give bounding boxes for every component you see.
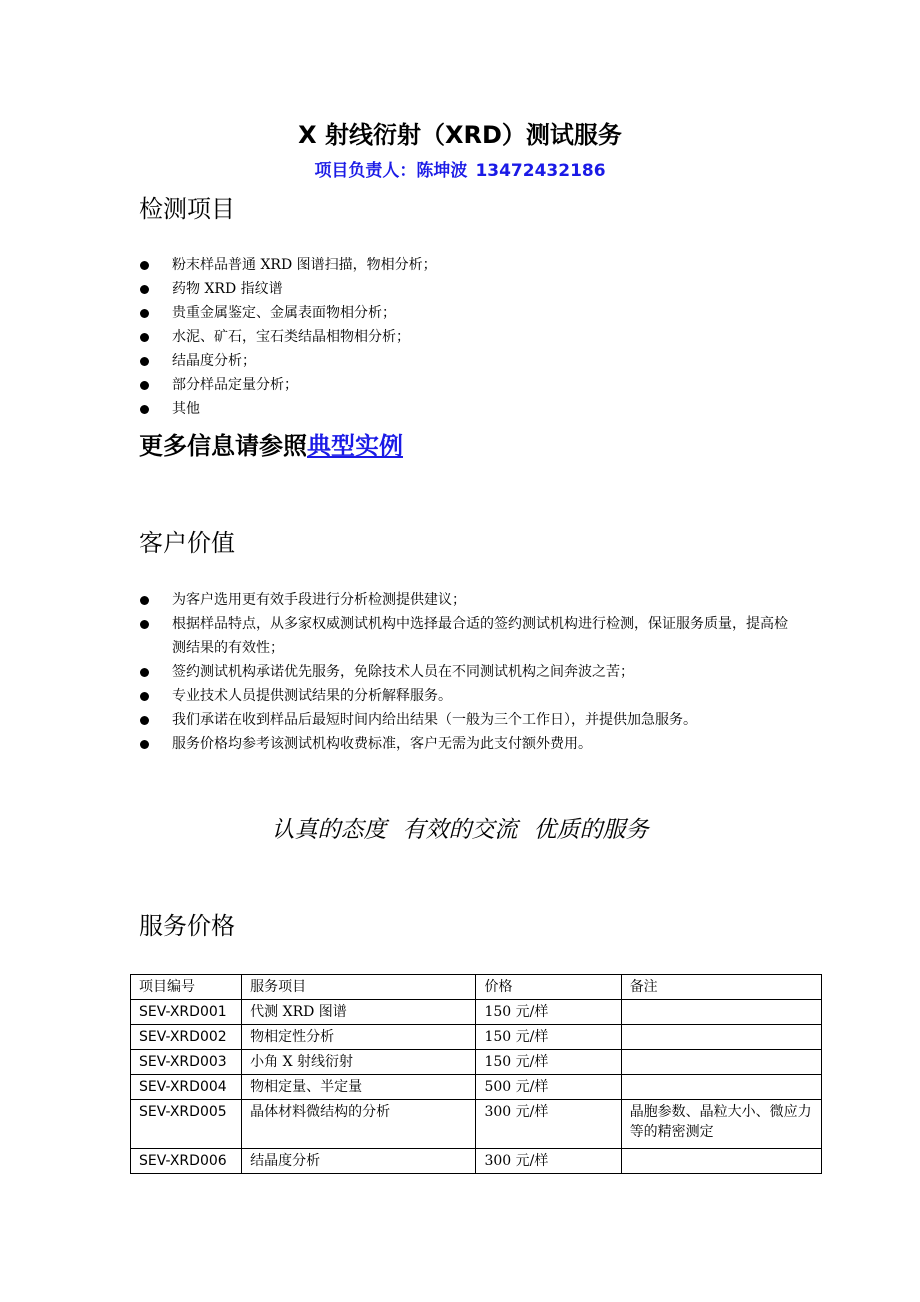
item-note	[621, 1025, 821, 1050]
heading-service-price: 服务价格	[139, 912, 235, 940]
contact-label: 项目负责人：陈坤波	[314, 161, 468, 181]
list-item: 药物 XRD 指纹谱	[139, 277, 799, 301]
list-item: 水泥、矿石，宝石类结晶相物相分析；	[139, 325, 799, 349]
item-code: SEV-XRD004	[131, 1075, 242, 1100]
slogan-part: 优质的服务	[533, 817, 649, 843]
item-note	[621, 1149, 821, 1174]
slogan-part: 有效的交流	[402, 817, 518, 843]
list-item: 结晶度分析；	[139, 349, 799, 373]
table-row	[131, 1000, 822, 1025]
heading-test-items: 检测项目	[139, 195, 235, 223]
item-price: 150 元/样	[476, 1000, 621, 1025]
contact-line	[0, 159, 920, 183]
list-item: 签约测试机构承诺优先服务，免除技术人员在不同测试机构之间奔波之苦；	[139, 660, 799, 684]
more-info-text: 更多信息请参照	[139, 432, 307, 460]
customer-value-list	[139, 588, 799, 756]
list-item: 服务价格均参考该测试机构收费标准，客户无需为此支付额外费用。	[139, 732, 799, 756]
item-note	[621, 1000, 821, 1025]
page-title: X 射线衍射（XRD）测试服务	[298, 121, 622, 149]
list-item: 贵重金属鉴定、金属表面物相分析；	[139, 301, 799, 325]
item-service: 代测 XRD 图谱	[242, 1000, 476, 1025]
price-table	[130, 974, 822, 1174]
table-row	[131, 1075, 822, 1100]
item-code: SEV-XRD006	[131, 1149, 242, 1174]
header-cell: 价格	[476, 975, 621, 1000]
table-header-row	[131, 975, 822, 1000]
item-code: SEV-XRD003	[131, 1050, 242, 1075]
list-item: 专业技术人员提供测试结果的分析解释服务。	[139, 684, 799, 708]
item-service: 晶体材料微结构的分析	[242, 1100, 476, 1149]
list-item: 部分样品定量分析；	[139, 373, 799, 397]
table-row	[131, 1149, 822, 1174]
slogan	[0, 813, 920, 847]
typical-examples-link[interactable]: 典型实例	[307, 432, 403, 460]
header-cell: 项目编号	[131, 975, 242, 1000]
item-service: 小角 X 射线衍射	[242, 1050, 476, 1075]
item-code: SEV-XRD001	[131, 1000, 242, 1025]
item-note: 晶胞参数、晶粒大小、微应力等的精密测定	[621, 1100, 821, 1149]
more-info-line	[139, 430, 403, 462]
item-service: 物相定量、半定量	[242, 1075, 476, 1100]
test-items-list	[139, 253, 799, 421]
heading-customer-value: 客户价值	[139, 529, 235, 557]
item-price: 300 元/样	[476, 1149, 621, 1174]
table-row	[131, 1100, 822, 1149]
item-service: 物相定性分析	[242, 1025, 476, 1050]
item-price: 300 元/样	[476, 1100, 621, 1149]
item-price: 150 元/样	[476, 1025, 621, 1050]
slogan-part: 认真的态度	[271, 817, 387, 843]
item-note	[621, 1050, 821, 1075]
list-item: 我们承诺在收到样品后最短时间内给出结果（一般为三个工作日），并提供加急服务。	[139, 708, 799, 732]
table-row	[131, 1050, 822, 1075]
list-item: 根据样品特点，从多家权威测试机构中选择最合适的签约测试机构进行检测，保证服务质量，提高检测结果的有效性；	[139, 612, 799, 660]
item-code: SEV-XRD005	[131, 1100, 242, 1149]
contact-phone: 13472432186	[475, 161, 606, 181]
table-row	[131, 1025, 822, 1050]
list-item: 粉末样品普通 XRD 图谱扫描，物相分析；	[139, 253, 799, 277]
item-code: SEV-XRD002	[131, 1025, 242, 1050]
item-service: 结晶度分析	[242, 1149, 476, 1174]
list-item: 其他	[139, 397, 799, 421]
item-price: 500 元/样	[476, 1075, 621, 1100]
item-price: 150 元/样	[476, 1050, 621, 1075]
header-cell: 备注	[621, 975, 821, 1000]
header-cell: 服务项目	[242, 975, 476, 1000]
list-item: 为客户选用更有效手段进行分析检测提供建议；	[139, 588, 799, 612]
item-note	[621, 1075, 821, 1100]
